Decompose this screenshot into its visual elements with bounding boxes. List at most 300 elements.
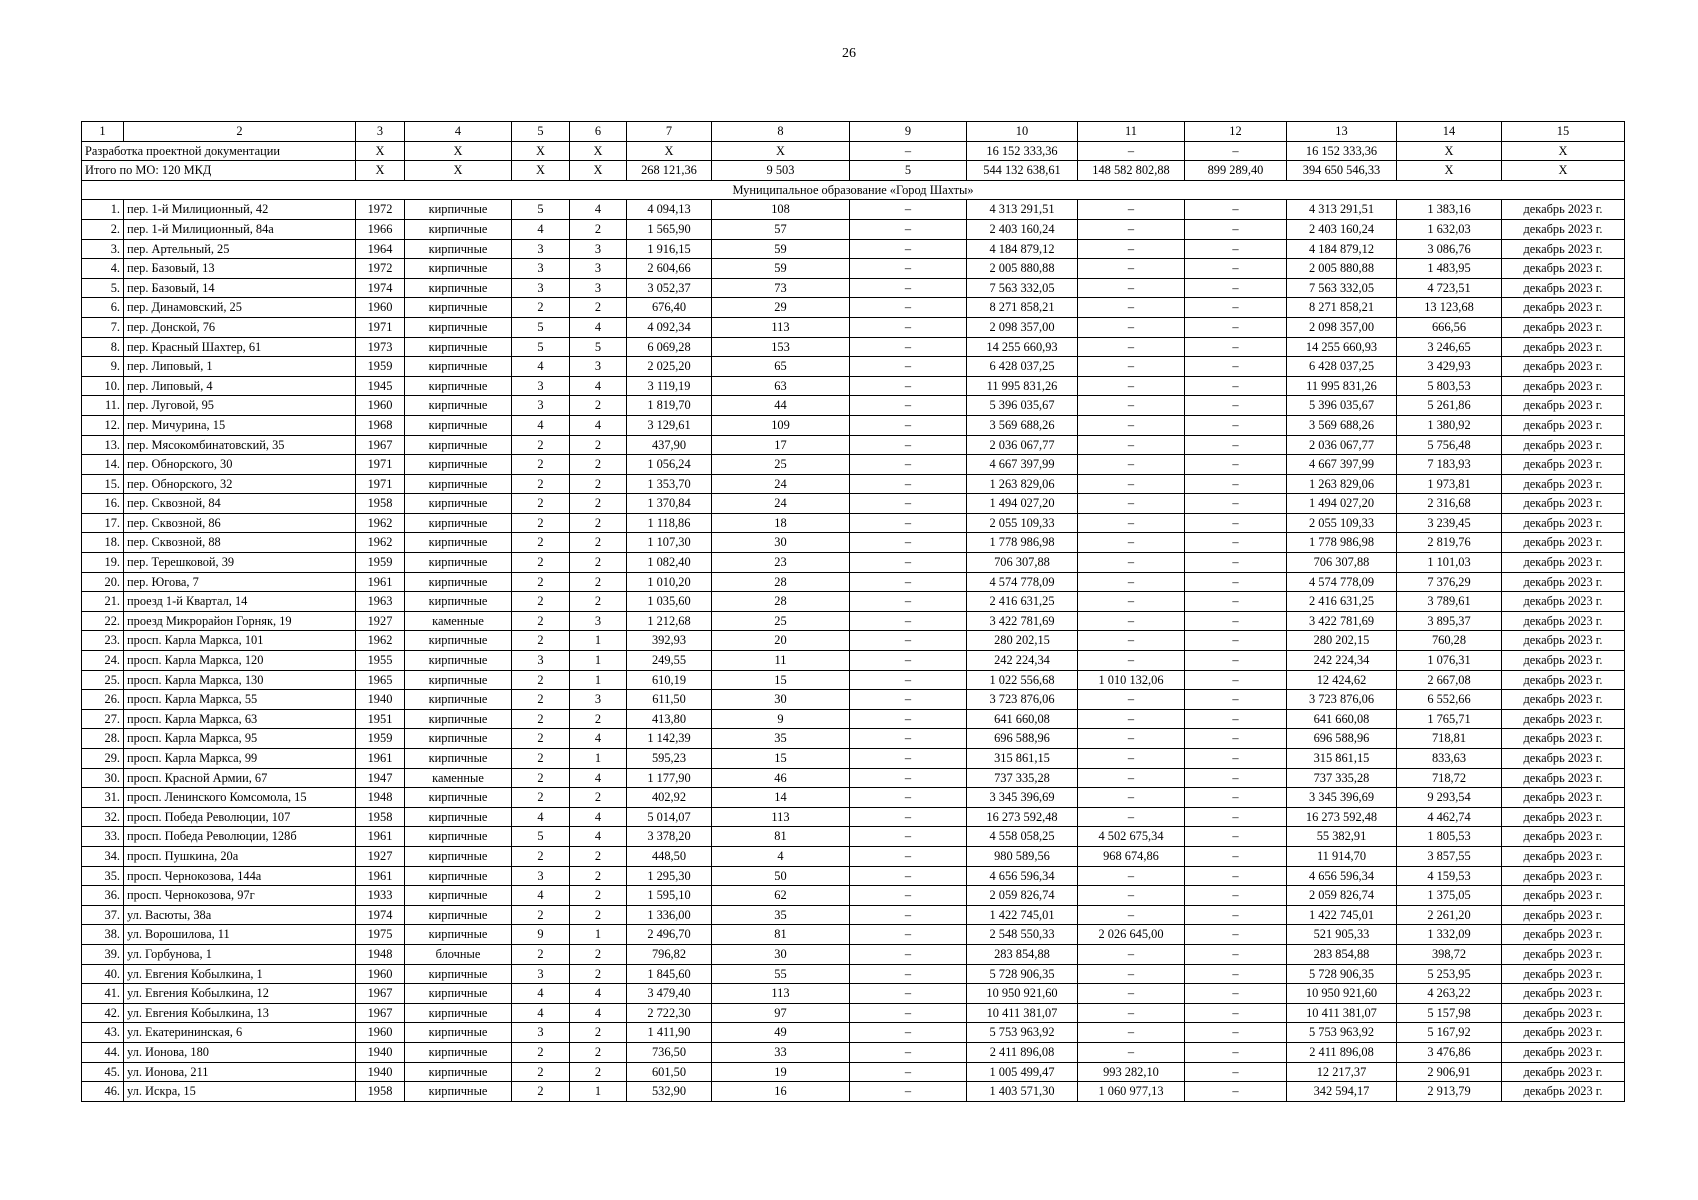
area-cell: 1 916,15 xyxy=(627,239,712,259)
total-cost-cell: 2 098 357,00 xyxy=(967,317,1078,337)
summary-row xyxy=(82,161,1625,181)
col-11-cell: – xyxy=(1078,455,1185,475)
wall-material-cell: кирпичные xyxy=(405,1042,512,1062)
col-9-cell: – xyxy=(850,964,967,984)
total-cost-cell: 16 273 592,48 xyxy=(967,807,1078,827)
completion-date-cell: декабрь 2023 г. xyxy=(1502,944,1625,964)
wall-material-cell: кирпичные xyxy=(405,317,512,337)
col-9-cell: – xyxy=(850,690,967,710)
floors-cell: 3 xyxy=(512,396,570,416)
residents-cell: 28 xyxy=(712,572,850,592)
row-number-cell: 1. xyxy=(82,200,124,220)
residents-cell: 97 xyxy=(712,1003,850,1023)
col-13-cell: 3 345 396,69 xyxy=(1287,788,1397,808)
completion-date-cell: декабрь 2023 г. xyxy=(1502,788,1625,808)
residents-cell: 35 xyxy=(712,905,850,925)
unit-cost-cell: 666,56 xyxy=(1397,317,1502,337)
entrances-cell: 2 xyxy=(570,533,627,553)
total-cost-cell: 2 005 880,88 xyxy=(967,259,1078,279)
residents-cell: 4 xyxy=(712,846,850,866)
summary-cell: X xyxy=(1502,161,1625,181)
residents-cell: 11 xyxy=(712,651,850,671)
table-row xyxy=(82,709,1625,729)
wall-material-cell: кирпичные xyxy=(405,964,512,984)
address-cell: просп. Карла Маркса, 120 xyxy=(124,651,356,671)
col-12-cell: – xyxy=(1185,925,1287,945)
col-11-cell: – xyxy=(1078,768,1185,788)
wall-material-cell: кирпичные xyxy=(405,592,512,612)
total-cost-cell: 641 660,08 xyxy=(967,709,1078,729)
col-12-cell: – xyxy=(1185,259,1287,279)
table-row xyxy=(82,905,1625,925)
row-number-cell: 7. xyxy=(82,317,124,337)
unit-cost-cell: 1 383,16 xyxy=(1397,200,1502,220)
year-built-cell: 1959 xyxy=(356,553,405,573)
summary-cell: X xyxy=(627,141,712,161)
unit-cost-cell: 398,72 xyxy=(1397,944,1502,964)
residents-cell: 30 xyxy=(712,533,850,553)
entrances-cell: 1 xyxy=(570,925,627,945)
col-12-cell: – xyxy=(1185,435,1287,455)
address-cell: пер. Базовый, 14 xyxy=(124,278,356,298)
col-13-cell: 706 307,88 xyxy=(1287,553,1397,573)
area-cell: 1 010,20 xyxy=(627,572,712,592)
residents-cell: 59 xyxy=(712,259,850,279)
table-row xyxy=(82,768,1625,788)
entrances-cell: 2 xyxy=(570,455,627,475)
wall-material-cell: кирпичные xyxy=(405,455,512,475)
col-13-cell: 3 422 781,69 xyxy=(1287,611,1397,631)
residents-cell: 63 xyxy=(712,376,850,396)
entrances-cell: 2 xyxy=(570,905,627,925)
summary-label: Итого по МО: 120 МКД xyxy=(82,161,356,181)
column-number: 5 xyxy=(512,122,570,142)
floors-cell: 4 xyxy=(512,415,570,435)
area-cell: 3 479,40 xyxy=(627,984,712,1004)
area-cell: 1 107,30 xyxy=(627,533,712,553)
section-row xyxy=(82,180,1625,200)
floors-cell: 2 xyxy=(512,709,570,729)
wall-material-cell: кирпичные xyxy=(405,513,512,533)
floors-cell: 2 xyxy=(512,1042,570,1062)
entrances-cell: 2 xyxy=(570,474,627,494)
col-12-cell: – xyxy=(1185,455,1287,475)
col-11-cell: 4 502 675,34 xyxy=(1078,827,1185,847)
unit-cost-cell: 718,72 xyxy=(1397,768,1502,788)
completion-date-cell: декабрь 2023 г. xyxy=(1502,886,1625,906)
col-13-cell: 4 656 596,34 xyxy=(1287,866,1397,886)
col-11-cell: – xyxy=(1078,964,1185,984)
completion-date-cell: декабрь 2023 г. xyxy=(1502,1082,1625,1102)
col-12-cell: – xyxy=(1185,396,1287,416)
summary-cell: X xyxy=(570,141,627,161)
entrances-cell: 2 xyxy=(570,592,627,612)
residents-cell: 109 xyxy=(712,415,850,435)
col-9-cell: – xyxy=(850,533,967,553)
wall-material-cell: блочные xyxy=(405,944,512,964)
col-12-cell: – xyxy=(1185,200,1287,220)
table-row xyxy=(82,553,1625,573)
table-body xyxy=(82,122,1625,1102)
col-13-cell: 342 594,17 xyxy=(1287,1082,1397,1102)
completion-date-cell: декабрь 2023 г. xyxy=(1502,846,1625,866)
table-row xyxy=(82,513,1625,533)
col-11-cell: – xyxy=(1078,396,1185,416)
entrances-cell: 2 xyxy=(570,788,627,808)
row-number-cell: 33. xyxy=(82,827,124,847)
col-12-cell: – xyxy=(1185,866,1287,886)
unit-cost-cell: 5 157,98 xyxy=(1397,1003,1502,1023)
year-built-cell: 1940 xyxy=(356,690,405,710)
col-9-cell: – xyxy=(850,592,967,612)
summary-cell: 268 121,36 xyxy=(627,161,712,181)
area-cell: 1 336,00 xyxy=(627,905,712,925)
col-11-cell: 1 010 132,06 xyxy=(1078,670,1185,690)
entrances-cell: 2 xyxy=(570,553,627,573)
row-number-cell: 19. xyxy=(82,553,124,573)
unit-cost-cell: 1 076,31 xyxy=(1397,651,1502,671)
total-cost-cell: 706 307,88 xyxy=(967,553,1078,573)
summary-cell: X xyxy=(356,161,405,181)
wall-material-cell: кирпичные xyxy=(405,239,512,259)
floors-cell: 2 xyxy=(512,670,570,690)
completion-date-cell: декабрь 2023 г. xyxy=(1502,455,1625,475)
completion-date-cell: декабрь 2023 г. xyxy=(1502,513,1625,533)
unit-cost-cell: 2 819,76 xyxy=(1397,533,1502,553)
table-row xyxy=(82,592,1625,612)
col-11-cell: – xyxy=(1078,1042,1185,1062)
col-12-cell: – xyxy=(1185,494,1287,514)
unit-cost-cell: 3 789,61 xyxy=(1397,592,1502,612)
col-9-cell: – xyxy=(850,651,967,671)
address-cell: ул. Евгения Кобылкина, 12 xyxy=(124,984,356,1004)
col-12-cell: – xyxy=(1185,513,1287,533)
total-cost-cell: 3 422 781,69 xyxy=(967,611,1078,631)
completion-date-cell: декабрь 2023 г. xyxy=(1502,729,1625,749)
address-cell: пер. Красный Шахтер, 61 xyxy=(124,337,356,357)
col-12-cell: – xyxy=(1185,317,1287,337)
entrances-cell: 2 xyxy=(570,846,627,866)
wall-material-cell: кирпичные xyxy=(405,553,512,573)
summary-cell: 9 503 xyxy=(712,161,850,181)
col-13-cell: 5 728 906,35 xyxy=(1287,964,1397,984)
area-cell: 413,80 xyxy=(627,709,712,729)
row-number-cell: 46. xyxy=(82,1082,124,1102)
area-cell: 1 212,68 xyxy=(627,611,712,631)
table-row xyxy=(82,376,1625,396)
col-13-cell: 641 660,08 xyxy=(1287,709,1397,729)
completion-date-cell: декабрь 2023 г. xyxy=(1502,1062,1625,1082)
address-cell: ул. Васюты, 38а xyxy=(124,905,356,925)
completion-date-cell: декабрь 2023 г. xyxy=(1502,866,1625,886)
area-cell: 3 378,20 xyxy=(627,827,712,847)
col-11-cell: – xyxy=(1078,611,1185,631)
total-cost-cell: 280 202,15 xyxy=(967,631,1078,651)
row-number-cell: 5. xyxy=(82,278,124,298)
completion-date-cell: декабрь 2023 г. xyxy=(1502,317,1625,337)
floors-cell: 4 xyxy=(512,886,570,906)
table-row xyxy=(82,494,1625,514)
wall-material-cell: кирпичные xyxy=(405,494,512,514)
area-cell: 392,93 xyxy=(627,631,712,651)
year-built-cell: 1948 xyxy=(356,788,405,808)
col-11-cell: – xyxy=(1078,1023,1185,1043)
area-cell: 1 056,24 xyxy=(627,455,712,475)
area-cell: 1 845,60 xyxy=(627,964,712,984)
wall-material-cell: кирпичные xyxy=(405,259,512,279)
column-number: 12 xyxy=(1185,122,1287,142)
floors-cell: 3 xyxy=(512,1023,570,1043)
completion-date-cell: декабрь 2023 г. xyxy=(1502,533,1625,553)
wall-material-cell: кирпичные xyxy=(405,435,512,455)
year-built-cell: 1968 xyxy=(356,415,405,435)
completion-date-cell: декабрь 2023 г. xyxy=(1502,709,1625,729)
completion-date-cell: декабрь 2023 г. xyxy=(1502,219,1625,239)
total-cost-cell: 14 255 660,93 xyxy=(967,337,1078,357)
completion-date-cell: декабрь 2023 г. xyxy=(1502,239,1625,259)
area-cell: 532,90 xyxy=(627,1082,712,1102)
area-cell: 402,92 xyxy=(627,788,712,808)
col-11-cell: – xyxy=(1078,788,1185,808)
floors-cell: 3 xyxy=(512,964,570,984)
area-cell: 3 119,19 xyxy=(627,376,712,396)
col-12-cell: – xyxy=(1185,1082,1287,1102)
floors-cell: 2 xyxy=(512,749,570,769)
residents-cell: 65 xyxy=(712,357,850,377)
col-12-cell: – xyxy=(1185,670,1287,690)
col-12-cell: – xyxy=(1185,239,1287,259)
col-11-cell: – xyxy=(1078,690,1185,710)
area-cell: 1 819,70 xyxy=(627,396,712,416)
total-cost-cell: 1 494 027,20 xyxy=(967,494,1078,514)
table-row xyxy=(82,964,1625,984)
col-13-cell: 2 005 880,88 xyxy=(1287,259,1397,279)
unit-cost-cell: 718,81 xyxy=(1397,729,1502,749)
col-11-cell: – xyxy=(1078,219,1185,239)
row-number-cell: 28. xyxy=(82,729,124,749)
completion-date-cell: декабрь 2023 г. xyxy=(1502,807,1625,827)
total-cost-cell: 2 416 631,25 xyxy=(967,592,1078,612)
row-number-cell: 22. xyxy=(82,611,124,631)
area-cell: 595,23 xyxy=(627,749,712,769)
table-row xyxy=(82,200,1625,220)
table-row xyxy=(82,1062,1625,1082)
year-built-cell: 1958 xyxy=(356,1082,405,1102)
col-9-cell: – xyxy=(850,259,967,279)
residents-cell: 30 xyxy=(712,690,850,710)
wall-material-cell: кирпичные xyxy=(405,1023,512,1043)
summary-label: Разработка проектной документации xyxy=(82,141,356,161)
floors-cell: 3 xyxy=(512,376,570,396)
col-11-cell: 2 026 645,00 xyxy=(1078,925,1185,945)
year-built-cell: 1947 xyxy=(356,768,405,788)
table-row xyxy=(82,944,1625,964)
year-built-cell: 1974 xyxy=(356,278,405,298)
col-13-cell: 6 428 037,25 xyxy=(1287,357,1397,377)
entrances-cell: 2 xyxy=(570,435,627,455)
completion-date-cell: декабрь 2023 г. xyxy=(1502,298,1625,318)
unit-cost-cell: 3 429,93 xyxy=(1397,357,1502,377)
unit-cost-cell: 3 239,45 xyxy=(1397,513,1502,533)
col-9-cell: – xyxy=(850,494,967,514)
col-12-cell: – xyxy=(1185,964,1287,984)
col-12-cell: – xyxy=(1185,905,1287,925)
col-9-cell: – xyxy=(850,572,967,592)
entrances-cell: 2 xyxy=(570,944,627,964)
year-built-cell: 1960 xyxy=(356,396,405,416)
entrances-cell: 2 xyxy=(570,1023,627,1043)
area-cell: 4 094,13 xyxy=(627,200,712,220)
col-9-cell: – xyxy=(850,455,967,475)
row-number-cell: 43. xyxy=(82,1023,124,1043)
entrances-cell: 3 xyxy=(570,278,627,298)
col-12-cell: – xyxy=(1185,298,1287,318)
col-9-cell: – xyxy=(850,396,967,416)
unit-cost-cell: 5 261,86 xyxy=(1397,396,1502,416)
residents-cell: 28 xyxy=(712,592,850,612)
floors-cell: 3 xyxy=(512,278,570,298)
col-9-cell: – xyxy=(850,317,967,337)
completion-date-cell: декабрь 2023 г. xyxy=(1502,572,1625,592)
floors-cell: 2 xyxy=(512,435,570,455)
col-12-cell: – xyxy=(1185,1062,1287,1082)
col-11-cell: – xyxy=(1078,239,1185,259)
column-number: 2 xyxy=(124,122,356,142)
completion-date-cell: декабрь 2023 г. xyxy=(1502,474,1625,494)
wall-material-cell: кирпичные xyxy=(405,396,512,416)
row-number-cell: 45. xyxy=(82,1062,124,1082)
col-13-cell: 4 667 397,99 xyxy=(1287,455,1397,475)
entrances-cell: 1 xyxy=(570,651,627,671)
col-12-cell: – xyxy=(1185,572,1287,592)
table-row xyxy=(82,1082,1625,1102)
residents-cell: 15 xyxy=(712,670,850,690)
table-row xyxy=(82,1042,1625,1062)
col-13-cell: 737 335,28 xyxy=(1287,768,1397,788)
col-9-cell: – xyxy=(850,749,967,769)
year-built-cell: 1962 xyxy=(356,513,405,533)
total-cost-cell: 4 667 397,99 xyxy=(967,455,1078,475)
residents-cell: 23 xyxy=(712,553,850,573)
table-row xyxy=(82,298,1625,318)
col-9-cell: – xyxy=(850,670,967,690)
floors-cell: 2 xyxy=(512,494,570,514)
table-row xyxy=(82,670,1625,690)
table-row xyxy=(82,1003,1625,1023)
year-built-cell: 1961 xyxy=(356,827,405,847)
entrances-cell: 2 xyxy=(570,1062,627,1082)
table-row xyxy=(82,788,1625,808)
year-built-cell: 1927 xyxy=(356,846,405,866)
section-title: Муниципальное образование «Город Шахты» xyxy=(82,180,1625,200)
total-cost-cell: 1 778 986,98 xyxy=(967,533,1078,553)
col-13-cell: 11 995 831,26 xyxy=(1287,376,1397,396)
col-11-cell: – xyxy=(1078,357,1185,377)
col-11-cell: – xyxy=(1078,807,1185,827)
address-cell: проезд Микрорайон Горняк, 19 xyxy=(124,611,356,631)
column-number: 11 xyxy=(1078,122,1185,142)
table-row xyxy=(82,886,1625,906)
address-cell: просп. Карла Маркса, 101 xyxy=(124,631,356,651)
col-9-cell: – xyxy=(850,846,967,866)
col-11-cell: 993 282,10 xyxy=(1078,1062,1185,1082)
year-built-cell: 1958 xyxy=(356,494,405,514)
entrances-cell: 3 xyxy=(570,357,627,377)
col-11-cell: – xyxy=(1078,298,1185,318)
total-cost-cell: 315 861,15 xyxy=(967,749,1078,769)
completion-date-cell: декабрь 2023 г. xyxy=(1502,200,1625,220)
table-row xyxy=(82,827,1625,847)
col-12-cell: – xyxy=(1185,886,1287,906)
col-9-cell: – xyxy=(850,219,967,239)
total-cost-cell: 7 563 332,05 xyxy=(967,278,1078,298)
wall-material-cell: кирпичные xyxy=(405,415,512,435)
total-cost-cell: 2 036 067,77 xyxy=(967,435,1078,455)
unit-cost-cell: 2 906,91 xyxy=(1397,1062,1502,1082)
total-cost-cell: 2 411 896,08 xyxy=(967,1042,1078,1062)
col-11-cell: – xyxy=(1078,435,1185,455)
col-13-cell: 16 273 592,48 xyxy=(1287,807,1397,827)
year-built-cell: 1971 xyxy=(356,474,405,494)
year-built-cell: 1961 xyxy=(356,749,405,769)
year-built-cell: 1940 xyxy=(356,1062,405,1082)
col-11-cell: – xyxy=(1078,749,1185,769)
wall-material-cell: каменные xyxy=(405,611,512,631)
total-cost-cell: 10 411 381,07 xyxy=(967,1003,1078,1023)
entrances-cell: 2 xyxy=(570,866,627,886)
col-13-cell: 2 416 631,25 xyxy=(1287,592,1397,612)
unit-cost-cell: 1 380,92 xyxy=(1397,415,1502,435)
table-row xyxy=(82,572,1625,592)
summary-row xyxy=(82,141,1625,161)
wall-material-cell: кирпичные xyxy=(405,474,512,494)
residents-cell: 29 xyxy=(712,298,850,318)
completion-date-cell: декабрь 2023 г. xyxy=(1502,631,1625,651)
summary-cell: – xyxy=(1078,141,1185,161)
area-cell: 2 604,66 xyxy=(627,259,712,279)
table-row xyxy=(82,219,1625,239)
year-built-cell: 1955 xyxy=(356,651,405,671)
residents-cell: 30 xyxy=(712,944,850,964)
address-cell: пер. Динамовский, 25 xyxy=(124,298,356,318)
column-number: 8 xyxy=(712,122,850,142)
total-cost-cell: 11 995 831,26 xyxy=(967,376,1078,396)
table-row xyxy=(82,807,1625,827)
area-cell: 2 496,70 xyxy=(627,925,712,945)
col-11-cell: – xyxy=(1078,553,1185,573)
row-number-cell: 14. xyxy=(82,455,124,475)
year-built-cell: 1975 xyxy=(356,925,405,945)
row-number-cell: 37. xyxy=(82,905,124,925)
table-row xyxy=(82,611,1625,631)
year-built-cell: 1965 xyxy=(356,670,405,690)
completion-date-cell: декабрь 2023 г. xyxy=(1502,494,1625,514)
col-9-cell: – xyxy=(850,631,967,651)
floors-cell: 2 xyxy=(512,298,570,318)
col-13-cell: 12 424,62 xyxy=(1287,670,1397,690)
year-built-cell: 1962 xyxy=(356,533,405,553)
year-built-cell: 1971 xyxy=(356,455,405,475)
wall-material-cell: кирпичные xyxy=(405,651,512,671)
floors-cell: 2 xyxy=(512,944,570,964)
col-13-cell: 55 382,91 xyxy=(1287,827,1397,847)
entrances-cell: 4 xyxy=(570,200,627,220)
unit-cost-cell: 3 895,37 xyxy=(1397,611,1502,631)
row-number-cell: 16. xyxy=(82,494,124,514)
year-built-cell: 1940 xyxy=(356,1042,405,1062)
col-13-cell: 242 224,34 xyxy=(1287,651,1397,671)
unit-cost-cell: 5 803,53 xyxy=(1397,376,1502,396)
